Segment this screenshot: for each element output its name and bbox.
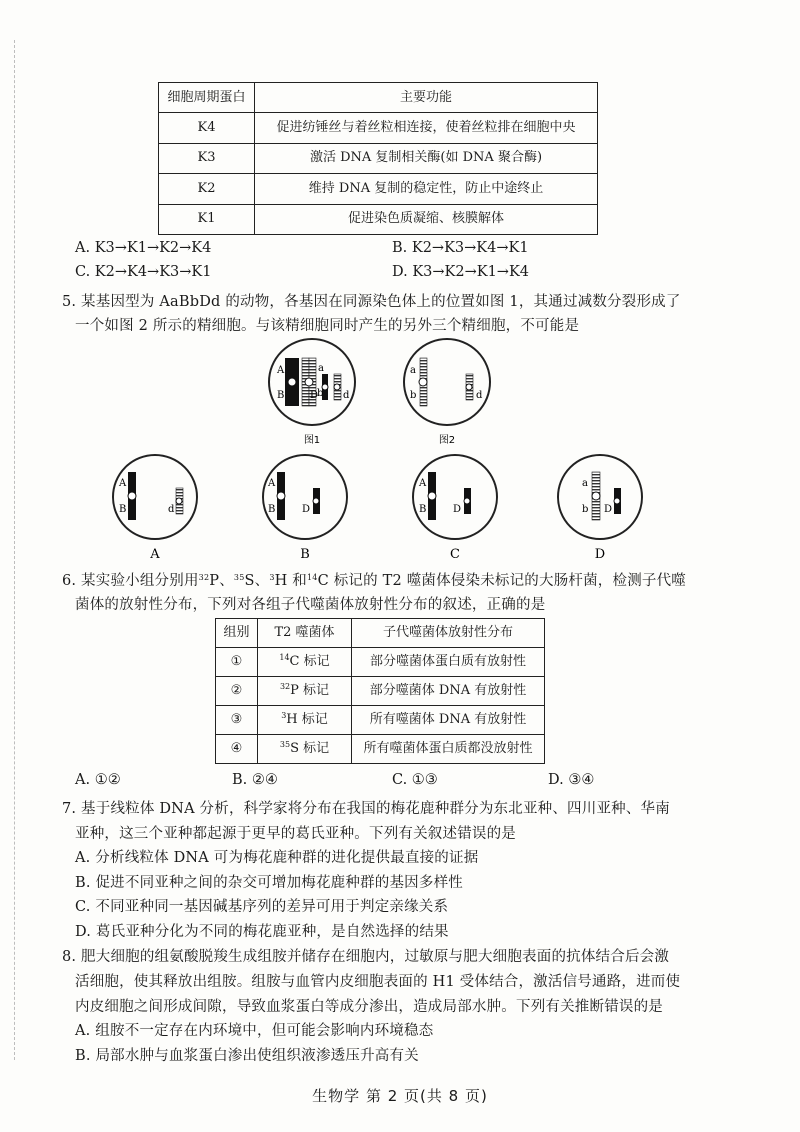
gene-label: B [268,504,276,515]
isotope-mass: 32 [198,573,210,582]
isotope-mass: 14 [279,652,290,662]
figure-2-cell [404,339,490,446]
table-row [216,706,545,735]
table-header-cell: 主要功能 [255,83,598,113]
table-header-row [216,619,545,648]
table-cell: ② [216,677,258,706]
table-cell: K3 [159,143,255,173]
table-cell [258,706,352,735]
q6-stem-text: 6. 某实验小组分别用 [62,573,199,589]
isotope-mass: 35 [233,573,245,582]
q6-option-d: D. ③④ [548,772,595,788]
option-a-cell [113,455,197,562]
option-b-label: B [300,547,310,562]
q6-stem-line2: 菌体的放射性分布，下列对各组子代噬菌体放射性分布的叙述，正确的是 [75,597,546,613]
q8-stem-line3: 内皮细胞之间形成间隙，导致血浆蛋白等成分渗出，造成局部水肿。下列有关推断错误的是 [75,999,663,1015]
table-cell: K2 [159,174,255,204]
gene-label: B [419,504,427,515]
table-cell: 促进纺锤丝与着丝粒相连接，使着丝粒排在细胞中央 [255,113,598,143]
gene-label: d [343,390,350,401]
table-cell: ③ [216,706,258,735]
option-c-cell [413,455,497,562]
cyclin-function-table [158,82,598,235]
q7-option-d: D. 葛氏亚种分化为不同的梅花鹿亚种，是自然选择的结果 [75,924,449,940]
table-row [159,174,598,204]
gene-label: a [410,365,416,376]
gene-label: b [317,388,324,399]
q7-option-a: A. 分析线粒体 DNA 可为梅花鹿种群的进化提供最直接的证据 [75,850,479,866]
q6-stem-line1 [62,569,686,590]
option-a-label: A [150,547,160,562]
gene-label: d [476,390,483,401]
gene-label: D [453,504,462,515]
table-row [216,677,545,706]
gene-label: B [119,504,127,515]
isotope-mass: 14 [307,573,318,582]
isotope-symbol: H 和 [274,573,307,589]
table-cell: 维持 DNA 复制的稳定性，防止中途终止 [255,174,598,204]
table-cell [258,648,352,677]
chromosome-long-black [285,358,299,406]
table-cell: 所有噬菌体蛋白质都没放射性 [352,735,545,764]
q7-option-b: B. 促进不同亚种之间的杂交可增加梅花鹿种群的基因多样性 [75,875,463,891]
q6-option-a: A. ①② [75,772,121,788]
q7-option-c: C. 不同亚种同一基因碱基序列的差异可用于判定亲缘关系 [75,899,449,915]
isotope-mass: 3 [269,573,275,582]
isotope-mass: 35 [279,739,291,749]
table-cell [258,735,352,764]
table-cell: 促进染色质凝缩、核膜解体 [255,204,598,234]
gene-label: b [410,390,417,401]
table-cell: K4 [159,113,255,143]
q4-option-c: C. K2→K4→K3→K1 [75,264,212,280]
q5-stem-line1: 5. 某基因型为 AaBbDd 的动物，各基因在同源染色体上的位置如图 1，其通过减数分裂形成了 [62,294,681,310]
q8-option-b: B. 局部水肿与血浆蛋白渗出使组织液渗透压升高有关 [75,1048,419,1064]
gene-label: D [310,390,319,401]
option-d-cell [558,455,642,562]
figure-1-caption: 图1 [303,435,321,446]
q4-option-b: B. K2→K3→K4→K1 [392,240,529,256]
q6-option-b: B. ②④ [232,772,278,788]
figure-2-caption: 图2 [438,435,456,446]
option-d-label: D [594,547,606,562]
q7-stem-line2: 亚种，这三个亚种都起源于更早的葛氏亚种。下列有关叙述错误的是 [75,826,516,842]
isotope-symbol: S、 [244,573,270,589]
table-row [159,143,598,173]
q6-stem-text: C 标记的 T2 噬菌体侵染未标记的大肠杆菌，检测子代噬 [317,573,687,589]
table-row [159,204,598,234]
label-text: C 标记 [289,653,330,669]
isotope-mass: 32 [279,681,291,691]
isotope-symbol: P、 [209,573,234,589]
gene-label: D [604,504,613,515]
chromosome-figures [0,330,800,570]
chromosome-short-striped [334,374,341,400]
chromosome-short-striped [466,374,473,400]
table-cell: 部分噬菌体 DNA 有放射性 [352,677,545,706]
q4-option-a: A. K3→K1→K2→K4 [75,240,212,256]
q6-option-c: C. ①③ [392,772,438,788]
label-text: S 标记 [290,740,330,756]
q8-option-a: A. 组胺不一定存在内环境中，但可能会影响内环境稳态 [75,1023,434,1039]
table-cell: 所有噬菌体 DNA 有放射性 [352,706,545,735]
isotope-mass: 3 [281,710,287,720]
table-row [159,113,598,143]
label-text: H 标记 [286,711,328,727]
page-footer: 生物学 第 2 页(共 8 页) [312,1087,488,1105]
option-b-cell [263,455,347,562]
q8-stem-line1: 8. 肥大细胞的组氨酸脱羧生成组胺并储存在细胞内，过敏原与肥大细胞表面的抗体结合后会激 [62,949,670,965]
gene-label: D [302,504,311,515]
gene-label: d [168,504,175,515]
option-c-label: C [450,547,460,562]
table-cell: ④ [216,735,258,764]
table-header-row [159,83,598,113]
label-text: P 标记 [290,682,330,698]
figure-1-cell [269,339,355,446]
q4-option-d: D. K3→K2→K1→K4 [392,264,530,280]
gene-label: a [318,363,324,374]
gene-label: A [277,365,285,376]
table-header-cell: 组别 [216,619,258,648]
gene-label: B [277,390,285,401]
table-cell: 部分噬菌体蛋白质有放射性 [352,648,545,677]
table-row [216,735,545,764]
table-cell [258,677,352,706]
gene-label: b [582,504,589,515]
gene-label: a [582,478,588,489]
table-cell: ① [216,648,258,677]
gene-label: A [419,478,427,489]
q5-stem-line2: 一个如图 2 所示的精细胞。与该精细胞同时产生的另外三个精细胞，不可能是 [75,318,580,334]
chromosome-long-striped [419,358,427,406]
table-header-cell: 子代噬菌体放射性分布 [352,619,545,648]
table-row [216,648,545,677]
table-header-cell: T2 噬菌体 [258,619,352,648]
table-header-cell: 细胞周期蛋白 [159,83,255,113]
gene-label: A [119,478,127,489]
q8-stem-line2: 活细胞，使其释放出组胺。组胺与血管内皮细胞表面的 H1 受体结合，激活信号通路，进而使 [75,974,681,990]
table-cell: K1 [159,204,255,234]
phage-label-table [215,618,545,764]
q7-stem-line1: 7. 基于线粒体 DNA 分析，科学家将分布在我国的梅花鹿种群分为东北亚种、四川亚种、华南 [62,801,670,817]
table-cell: 激活 DNA 复制相关酶(如 DNA 聚合酶) [255,143,598,173]
gene-label: A [268,478,276,489]
